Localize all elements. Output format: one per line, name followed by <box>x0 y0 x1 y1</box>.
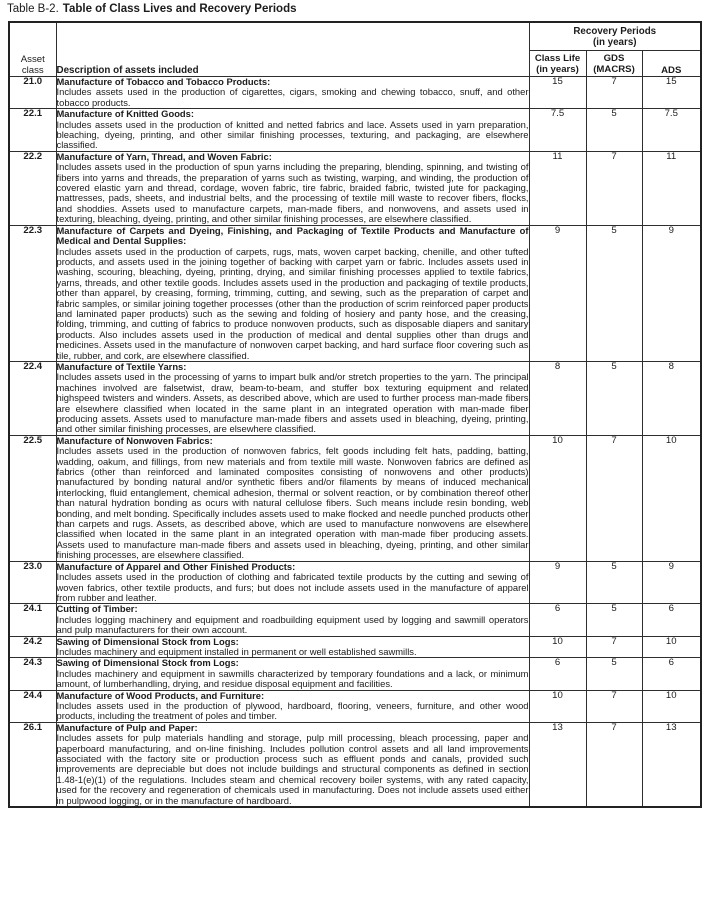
asset-description: Includes machinery and equipment in sawmills characterized by temporary foundations and a lack, or minimum amount, of lumberhandling, drying, and residue disposal equipment and facilities. <box>56 667 529 690</box>
table-row <box>9 722 701 807</box>
page-title <box>7 3 297 15</box>
description-cell <box>56 225 529 361</box>
ads-cell: 10 <box>642 690 701 722</box>
class-life-cell: 8 <box>529 361 586 435</box>
gds-cell: 7 <box>586 151 642 225</box>
class-life-cell: 6 <box>529 658 586 690</box>
table-row <box>9 361 701 435</box>
description-cell <box>56 435 529 561</box>
class-life-cell: 6 <box>529 604 586 636</box>
asset-heading: Cutting of Timber: <box>56 603 138 615</box>
class-life-cell: 10 <box>529 435 586 561</box>
asset-description: Includes machinery and equipment installed in permanent or well established sawmills. <box>56 645 417 657</box>
header-recovery-line1: Recovery Periods <box>573 25 657 37</box>
description-cell <box>56 109 529 152</box>
class-life-cell: 10 <box>529 636 586 658</box>
ads-cell: 11 <box>642 151 701 225</box>
header-class-life <box>529 51 586 77</box>
asset-heading: Manufacture of Wood Products, and Furniture: <box>56 689 265 701</box>
gds-cell: 7 <box>586 435 642 561</box>
asset-heading: Manufacture of Textile Yarns: <box>56 360 187 372</box>
gds-cell: 7 <box>586 722 642 807</box>
description-cell <box>56 561 529 604</box>
ads-cell: 10 <box>642 636 701 658</box>
asset-class-cell: 22.4 <box>9 361 56 435</box>
description-cell <box>56 604 529 636</box>
table-number-label: Table B-2. <box>7 3 59 15</box>
table-row <box>9 604 701 636</box>
ads-cell: 7.5 <box>642 109 701 152</box>
class-life-cell: 7.5 <box>529 109 586 152</box>
gds-cell: 5 <box>586 658 642 690</box>
table-row <box>9 561 701 604</box>
description-cell <box>56 151 529 225</box>
ads-cell: 10 <box>642 435 701 561</box>
ads-cell: 9 <box>642 561 701 604</box>
header-recovery-line2: (in years) <box>592 36 637 48</box>
header-row-top <box>9 22 701 51</box>
description-cell <box>56 636 529 658</box>
ads-cell: 15 <box>642 77 701 109</box>
asset-class-cell: 24.4 <box>9 690 56 722</box>
header-description: Description of assets included <box>56 22 529 77</box>
gds-cell: 5 <box>586 361 642 435</box>
header-gds-line2: (MACRS) <box>593 63 635 75</box>
asset-description: Includes assets used in the production of clothing and fabricated textile products by the cutting and sewing of woven fabrics, other textile products, and furs; but does not include assets used in the manufacture of apparel from rubber and leather. <box>56 571 529 603</box>
description-cell <box>56 77 529 109</box>
table-row <box>9 636 701 658</box>
table-row <box>9 77 701 109</box>
asset-heading: Manufacture of Pulp and Paper: <box>56 721 198 733</box>
ads-cell: 6 <box>642 658 701 690</box>
ads-cell: 8 <box>642 361 701 435</box>
table-header <box>9 22 701 77</box>
gds-cell: 7 <box>586 690 642 722</box>
description-cell <box>56 690 529 722</box>
header-class-life-line2: (in years) <box>536 63 579 75</box>
table-row <box>9 225 701 361</box>
asset-class-cell: 24.3 <box>9 658 56 690</box>
asset-description: Includes assets used in the production of plywood, hardboard, flooring, veneers, furniture, and other wood products, including the treatment of poles and timber. <box>56 699 529 722</box>
class-life-cell: 13 <box>529 722 586 807</box>
ads-cell: 6 <box>642 604 701 636</box>
asset-heading: Manufacture of Nonwoven Fabrics: <box>56 434 213 446</box>
asset-class-cell: 21.0 <box>9 77 56 109</box>
header-ads: ADS <box>642 51 701 77</box>
table-row <box>9 690 701 722</box>
header-asset-line2: class <box>21 65 44 76</box>
asset-description: Includes assets used in the production of knitted and netted fabrics and lace. Assets used in yarn preparation, bleaching, dyeing, printing, and other similar finishing processes, texturing, and packaging, are elsewhere classified. <box>56 118 529 151</box>
table-row <box>9 435 701 561</box>
class-life-cell: 9 <box>529 561 586 604</box>
class-lives-table <box>8 21 702 808</box>
header-recovery-periods <box>529 22 701 51</box>
asset-class-cell: 24.2 <box>9 636 56 658</box>
gds-cell: 7 <box>586 636 642 658</box>
asset-class-cell: 22.3 <box>9 225 56 361</box>
asset-class-cell: 22.1 <box>9 109 56 152</box>
asset-description: Includes assets used in the production of spun yarns including the preparing, blending, spinning, and twisting of fibers into yarns and threads, the preparation of yarns such as twisting, warping, and winding, the production of covered elastic yarn and thread, cordage, woven fabric, tire fabric, braided fabric, twisted jute for packaging, mattresses, pads, sheets, and industrial belts, and the processing of textile mill waste to recover fibers, flocks, and shoddies. Assets used to manufacture carpets, man-made fibers, and nonwovens, and assets used in texturing, bleaching, dyeing, printing, and other similar finishing processes, are elsewhere classified. <box>56 161 529 225</box>
class-life-cell: 10 <box>529 690 586 722</box>
asset-class-cell: 22.2 <box>9 151 56 225</box>
class-life-cell: 15 <box>529 77 586 109</box>
description-cell <box>56 658 529 690</box>
asset-heading: Sawing of Dimensional Stock from Logs: <box>56 635 239 647</box>
asset-class-cell: 26.1 <box>9 722 56 807</box>
asset-class-cell: 22.5 <box>9 435 56 561</box>
header-class-life-line1: Class Life <box>534 52 581 64</box>
class-life-cell: 9 <box>529 225 586 361</box>
asset-class-cell: 24.1 <box>9 604 56 636</box>
ads-cell: 9 <box>642 225 701 361</box>
ads-cell: 13 <box>642 722 701 807</box>
description-cell <box>56 361 529 435</box>
header-asset-line1: Asset <box>20 54 45 65</box>
asset-heading: Manufacture of Carpets and Dyeing, Finishing, and Packaging of Textile Products and Manufacture of Medical and Dental Supplies: <box>56 224 529 247</box>
header-gds <box>586 51 642 77</box>
gds-cell: 5 <box>586 561 642 604</box>
asset-heading: Manufacture of Knitted Goods: <box>56 108 194 120</box>
gds-cell: 5 <box>586 109 642 152</box>
table-row <box>9 151 701 225</box>
asset-description: Includes assets used in the production of carpets, rugs, mats, woven carpet backing, chenille, and other tufted products, and assets used in the joining together of backing with carpet yarn or fabric. Includes assets used in washing, scouring, bleaching, dyeing, printing, drying, and similar finishing processes applied to textile fabrics, yarns, threads, and other textile goods. Includes assets used in the production and packaging of textile products, other than apparel, by creasing, forming, trimming, cutting, and sewing, such as the preparation of carpet and fabric samples, or similar joining together processes (other than the production of scrim reinforced paper products and laminated paper products) such as the sewing and folding of hosiery and panty hose, and the creasing, folding, trimming, and cutting of fabrics to produce nonwoven products, such as disposable diapers and sanitary products. Also includes assets used in the production of medical and dental supplies other than drugs and medicines. Assets used in the manufacture of nonwoven carpet backing, and hard surface floor covering such as tile, rubber, and cork, are elsewhere classified. <box>56 245 529 361</box>
description-cell <box>56 722 529 807</box>
asset-description: Includes logging machinery and equipment and roadbuilding equipment used by logging and sawmill operators and pulp manufacturers for their own account. <box>56 613 529 636</box>
header-gds-line1: GDS <box>603 52 625 64</box>
class-life-cell: 11 <box>529 151 586 225</box>
asset-description: Includes assets used in the production of cigarettes, cigars, smoking and chewing tobacco, snuff, and other tobacco products. <box>56 86 529 108</box>
asset-description: Includes assets for pulp materials handling and storage, pulp mill processing, bleach processing, paper and paperboard manufacturing, and on-line finishing. Includes pollution control assets and all land improvements associated with the factory site or production process such as effluent ponds and canals, provided such improvements are depreciable but does not include buildings and structural components as defined in section 1.48-1(e)(1) of the regulations. Includes steam and chemical recovery boiler systems, with any rated capacity, used for the recovery and regeneration of chemicals used in manufacturing. Does not include assets used either in pulpwood logging, or in the manufacture of hardboard. <box>56 732 529 806</box>
gds-cell: 5 <box>586 604 642 636</box>
asset-description: Includes assets used in the processing of yarns to impart bulk and/or stretch properties to the yarn. The principal machines involved are falsetwist, draw, beam-to-beam, and stuffer box texturing equipment and related highspeed twisters and winders. Assets, as described above, which are used to further process man-made fibers are elsewhere classified when located in the same plant in an integrated operation with man-made fiber producing assets. Assets used to manufacture man-made fibers and assets used in bleaching, dyeing, printing, and other similar finishing processes, are elsewhere classified. <box>56 371 529 435</box>
asset-heading: Manufacture of Yarn, Thread, and Woven Fabric: <box>56 150 272 162</box>
asset-description: Includes assets used in the production of nonwoven fabrics, felt goods including felt hats, padding, batting, wadding, oakum, and fillings, from new materials and from textile mill waste. Nonwoven fabrics are defined as fabrics (other than reinforced and laminated composites consisting of nonwovens and other products) manufactured by bonding natural and/or synthetic fibers and/or filaments by means of induced mechanical interlocking, fluid entanglement, chemical adhesion, thermal or solvent reaction, or by combination thereof other than natural hydration bonding as ocurs with natural cellulose fibers. Such means include resin bonding, web bonding, and melt bonding. Specifically includes assets used to make flocked and needle punched products other than carpets and rugs. Assets, as described above, which are used to manufacture nonwovens are elsewhere classified when located in the same plant in an integrated operation with man-made fiber producing assets. Assets used to manufacture man-made fibers and assets used in bleaching, dyeing, printing, and other similar finishing processes, are elsewhere classified. <box>56 445 529 561</box>
table-title-label: Table of Class Lives and Recovery Periods <box>62 3 297 15</box>
table-row <box>9 109 701 152</box>
gds-cell: 5 <box>586 225 642 361</box>
header-asset-class <box>9 22 56 77</box>
asset-class-cell: 23.0 <box>9 561 56 604</box>
gds-cell: 7 <box>586 77 642 109</box>
table-row <box>9 658 701 690</box>
asset-heading: Manufacture of Tobacco and Tobacco Products: <box>56 76 271 87</box>
asset-heading: Manufacture of Apparel and Other Finished Products: <box>56 560 296 572</box>
asset-heading: Sawing of Dimensional Stock from Logs: <box>56 657 239 669</box>
table-body <box>9 77 701 808</box>
